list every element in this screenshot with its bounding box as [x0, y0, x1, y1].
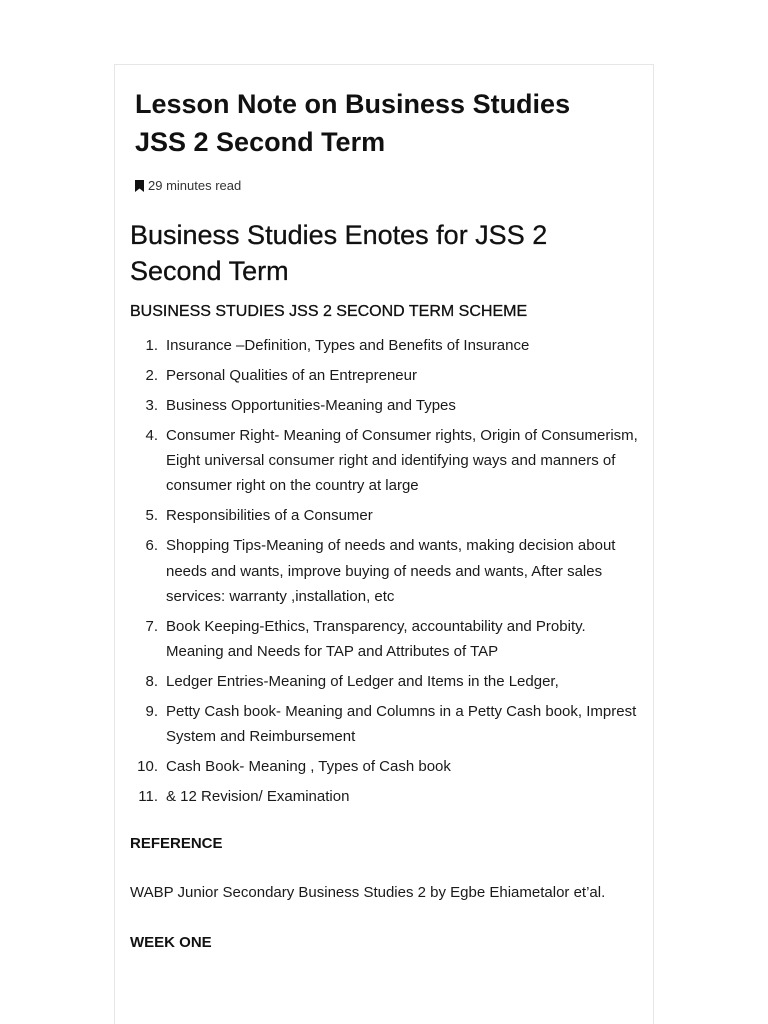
list-item [130, 363, 640, 388]
list-item-text: Insurance –Definition, Types and Benefits of Insurance [166, 337, 530, 354]
list-item [130, 699, 640, 749]
list-item [130, 784, 640, 809]
reference-text: WABP Junior Secondary Business Studies 2 by Egbe Ehiametalor et’al. [130, 884, 606, 901]
list-item-number: 1. [145, 337, 158, 354]
list-item-number: 8. [145, 673, 158, 691]
list-item [130, 614, 640, 664]
list-item-number: 7. [145, 617, 158, 635]
reference-heading: REFERENCE [130, 835, 223, 852]
list-item-text: Cash Book- Meaning , Types of Cash book [166, 758, 451, 776]
list-item-text: Personal Qualities of an Entrepreneur [166, 367, 417, 384]
list-item [130, 423, 640, 499]
article-card [114, 64, 654, 1024]
list-item-text: Book Keeping-Ethics, Transparency, accountability and Probity. Meaning and Needs for TAP and Attributes of TAP [166, 617, 586, 661]
list-item [130, 669, 640, 694]
list-item [130, 393, 640, 418]
list-item-number: 2. [145, 367, 158, 384]
week-heading: WEEK ONE [130, 934, 212, 951]
list-item-text: Consumer Right- Meaning of Consumer rights, Origin of Consumerism, Eight universal consumer right and identifying ways and manners of consumer right on the country at large [166, 427, 638, 495]
list-item-number: 5. [145, 507, 158, 525]
list-item [130, 503, 640, 528]
list-item-number: 11. [138, 788, 158, 806]
scheme-list [130, 333, 640, 814]
scheme-heading: BUSINESS STUDIES JSS 2 SECOND TERM SCHEME [130, 303, 528, 320]
list-item [130, 533, 640, 609]
list-item-text: Shopping Tips-Meaning of needs and wants, making decision about needs and wants, improve buying of needs and wants, After sales services: warranty ,installation, etc [166, 537, 616, 605]
list-item-text: Petty Cash book- Meaning and Columns in a Petty Cash book, Imprest System and Reimbursement [166, 703, 637, 746]
list-item-number: 10. [137, 758, 158, 776]
list-item-number: 6. [145, 537, 158, 555]
read-time-text: 29 minutes read [148, 178, 242, 193]
list-item-text: Ledger Entries-Meaning of Ledger and Items in the Ledger, [166, 673, 559, 691]
read-time-meta [135, 178, 241, 193]
list-item-text: Responsibilities of a Consumer [166, 507, 373, 525]
list-item-number: 9. [145, 703, 158, 721]
list-item-text: & 12 Revision/ Examination [166, 788, 350, 806]
list-item-number: 3. [145, 397, 158, 414]
list-item-number: 4. [145, 427, 158, 444]
list-item-text: Business Opportunities-Meaning and Types [166, 397, 456, 414]
bookmark-icon [135, 180, 144, 192]
article-title: Business Studies Enotes for JSS 2 Second Term [130, 220, 548, 286]
list-item [130, 333, 640, 358]
list-item [130, 754, 640, 779]
page-title: Lesson Note on Business Studies JSS 2 Second Term [135, 89, 571, 157]
